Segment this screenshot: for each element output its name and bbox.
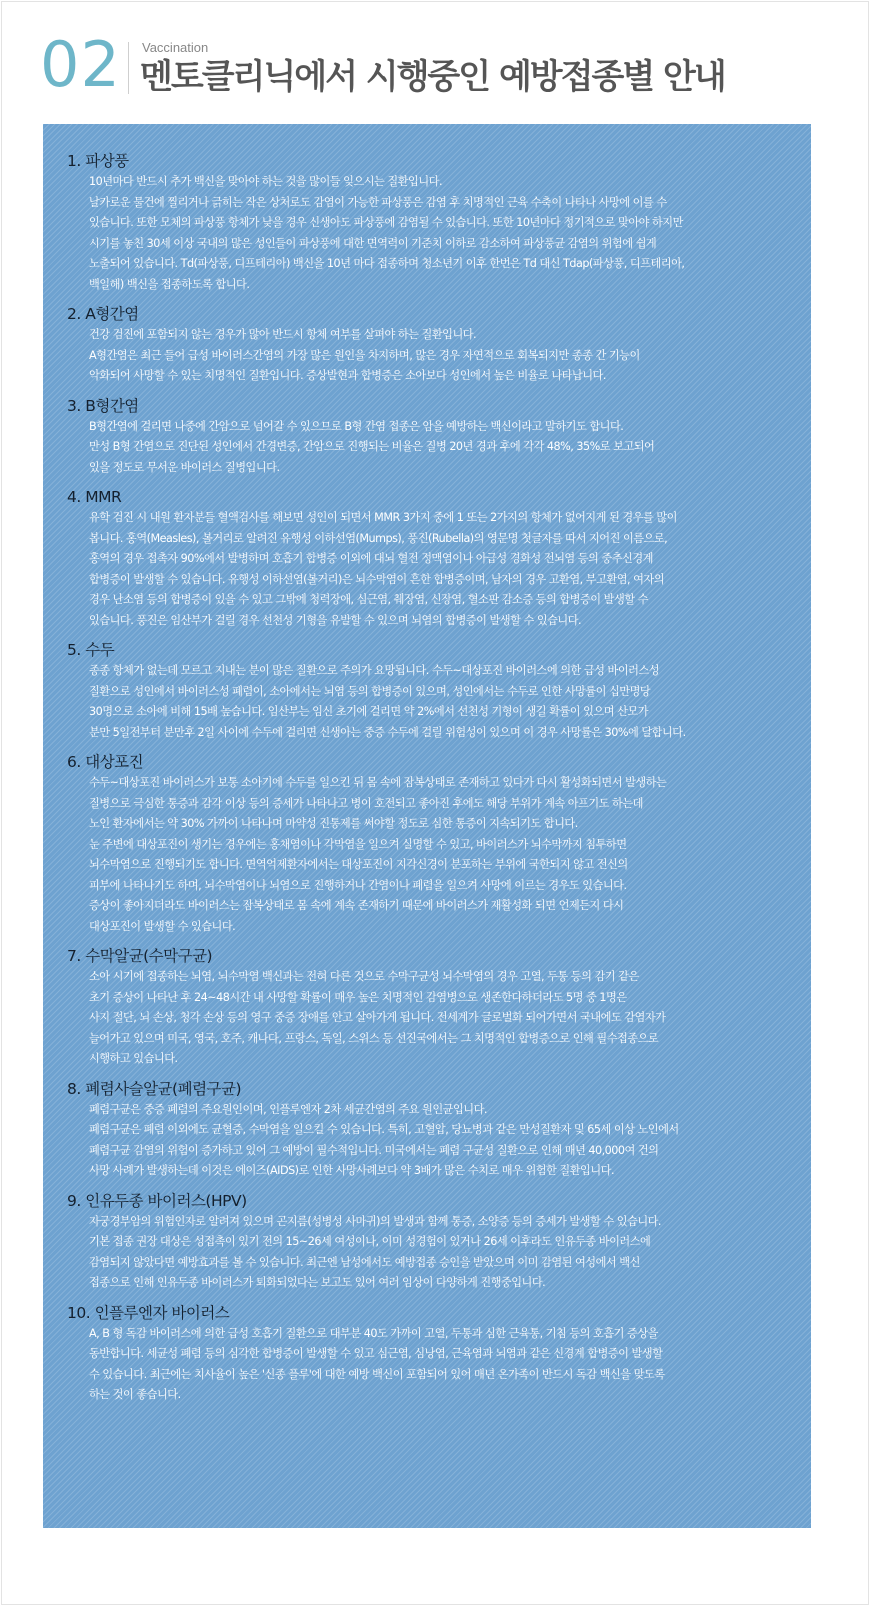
body-text-line: 동반합니다. 세균성 폐렴 등의 심각한 합병증이 발생할 수 있고 심근염, 심낭염, 근육염과 뇌염과 같은 신경계 합병증이 발생할 — [89, 1347, 663, 1360]
header-divider — [128, 42, 129, 94]
body-text-line: 분만 5일전부터 분만후 2일 사이에 수두에 걸리면 신생아는 중증 수두에 걸릴 위험성이 있으며 이 경우 사망률은 30%에 달합니다. — [89, 725, 686, 739]
section-number: 02 — [40, 28, 121, 101]
vaccine-section — [67, 639, 795, 743]
vaccine-section — [67, 395, 795, 479]
body-text-line: 시행하고 있습니다. — [89, 1052, 178, 1065]
vaccine-section-title: 5. 수두 — [67, 641, 115, 659]
vaccine-section-title: 6. 대상포진 — [67, 753, 144, 771]
body-text-line: 악화되어 사망할 수 있는 치명적인 질환입니다. 증상발현과 합병증은 소아보다 성인에서 높은 비율로 나타납니다. — [89, 369, 606, 382]
vaccine-section — [67, 945, 795, 1070]
body-text-line: 봅니다. 홍역(Measles), 볼거리로 알려진 유행성 이하선염(Mumps), 풍진(Rubella)의 영문명 첫글자를 따서 지어진 이름으로, — [89, 531, 668, 545]
body-text-line: 눈 주변에 대상포진이 생기는 경우에는 홍채염이나 각막염을 일으켜 실명할 수 있고, 바이러스가 뇌수막까지 침투하면 — [89, 837, 627, 851]
body-text-line: 자궁경부암의 위험인자로 알려져 있으며 곤지름(성병성 사마귀)의 발생과 함께 통증, 소양증 등의 증세가 발생할 수 있습니다. — [89, 1214, 661, 1228]
body-text-line: 유학 검진 시 내원 환자분들 혈액검사를 해보면 성인이 되면서 MMR 3가지 중에 1 또는 2가지의 항체가 없어지게 된 경우를 많이 — [89, 511, 677, 524]
body-text-line: 초기 증상이 나타난 후 24~48시간 내 사망할 확률이 매우 높은 치명적인 감염병으로 생존한다하더라도 5명 중 1명은 — [89, 990, 627, 1004]
body-text-line: 질환으로 성인에서 바이러스성 폐렴이, 소아에서는 뇌염 등의 합병증이 있으며, 성인에서는 수두로 인한 사망률이 십만명당 — [89, 684, 651, 698]
vaccine-section — [67, 1302, 795, 1406]
vaccine-section-body — [67, 661, 795, 743]
body-text-line: 기본 접종 권장 대상은 성접촉이 있기 전의 15~26세 여성이나, 이미 성경험이 있거나 26세 이후라도 인유두종 바이러스에 — [89, 1235, 651, 1248]
vaccine-section-title: 8. 폐렴사슬알균(폐렴구균) — [67, 1079, 242, 1098]
vaccine-section-title: 2. A형간염 — [67, 305, 139, 323]
vaccine-section — [67, 1078, 795, 1182]
vaccine-section-title: 10. 인플루엔자 바이러스 — [67, 1303, 230, 1322]
body-text-line: 10년마다 반드시 추가 백신을 맞아야 하는 것을 많이들 잊으시는 질환입니다. — [89, 175, 443, 188]
body-text-line: 날카로운 물건에 찔리거나 긁히는 작은 상처로도 감염이 가능한 파상풍은 감염 후 치명적인 근육 수축이 나타나 사망에 이를 수 — [89, 195, 667, 209]
body-text-line: 감염되지 않았다면 예방효과를 볼 수 있습니다. 최근엔 남성에서도 예방접종 승인을 받았으며 이미 감염된 여성에서 백신 — [89, 1255, 640, 1269]
vaccine-section-body — [67, 172, 795, 295]
body-text-line: 백일해) 백신을 접종하도록 합니다. — [89, 277, 250, 291]
vaccine-section-body — [67, 508, 795, 631]
vaccine-section-body — [67, 773, 795, 937]
body-text-line: 만성 B형 간염으로 진단된 성인에서 간경변증, 간암으로 진행되는 비율은 질병 20년 경과 후에 각각 48%, 35%로 보고되어 — [89, 440, 655, 453]
body-text-line: 피부에 나타나기도 하며, 뇌수막염이나 뇌염으로 진행하거나 간염이나 폐렴을 일으켜 사망에 이르는 경우도 있습니다. — [89, 878, 627, 892]
body-text-line: 소아 시기에 접종하는 뇌염, 뇌수막염 백신과는 전혀 다른 것으로 수막구균성 뇌수막염의 경우 고열, 두통 등의 감기 같은 — [89, 970, 639, 983]
vaccine-section-body — [67, 1324, 795, 1406]
vaccine-section-title: 1. 파상풍 — [67, 152, 129, 170]
body-text-line: 질병으로 극심한 통증과 감각 이상 등의 증세가 나타나고 병이 호전되고 좋아진 후에도 해당 부위가 계속 아프기도 하는데 — [89, 796, 643, 810]
body-text-line: 수두~대상포진 바이러스가 보통 소아기에 수두를 일으킨 뒤 몸 속에 잠복상태로 존재하고 있다가 다시 활성화되면서 발생하는 — [89, 776, 667, 789]
body-text-line: A, B 형 독감 바이러스에 의한 급성 호흡기 질환으로 대부분 40도 가까이 고열, 두통과 심한 근육통, 기침 등의 호흡기 증상을 — [89, 1326, 658, 1340]
body-text-line: 노출되어 있습니다. Td(파상풍, 디프테리아) 백신을 10년 마다 접종하며 청소년기 이후 한번은 Td 대신 Tdap(파상풍, 디프테리아, — [89, 257, 685, 270]
vaccine-section-title: 7. 수막알균(수막구균) — [67, 947, 213, 965]
body-text-line: 대상포진이 발생할 수 있습니다. — [89, 919, 236, 933]
vaccine-section-title: 3. B형간염 — [67, 396, 139, 415]
vaccine-section — [67, 751, 795, 937]
body-text-line: 경우 난소염 등의 합병증이 있을 수 있고 그밖에 청력장애, 심근염, 췌장염, 신장염, 혈소판 감소증 등의 합병증이 발생할 수 — [89, 593, 648, 606]
vaccine-info-panel — [43, 124, 811, 1528]
body-text-line: 노인 환자에서는 약 30% 가까이 나타나며 마약성 진통제를 써야할 정도로 심한 통증이 지속되기도 합니다. — [89, 817, 578, 830]
vaccine-section — [67, 150, 795, 295]
vaccine-section-body — [67, 1100, 795, 1182]
body-text-line: 홍역의 경우 접촉자 90%에서 발병하며 호흡기 합병증 이외에 대뇌 혈전 정맥염이나 아급성 경화성 전뇌염 등의 중추신경계 — [89, 552, 653, 565]
body-text-line: 합병증이 발생할 수 있습니다. 유행성 이하선염(볼거리)은 뇌수막염이 흔한 합병증이며, 남자의 경우 고환염, 부고환염, 여자의 — [89, 572, 665, 586]
body-text-line: 있을 정도로 무서운 바이러스 질병입니다. — [89, 460, 280, 474]
vaccine-section-title: 9. 인유두종 바이러스(HPV) — [67, 1191, 247, 1210]
vaccine-section — [67, 1190, 795, 1294]
body-text-line: 있습니다. 또한 모체의 파상풍 항체가 낮을 경우 신생아도 파상풍에 감염될 수 있습니다. 또한 10년마다 정기적으로 맞아야 하지만 — [89, 216, 683, 229]
body-text-line: 늘어가고 있으며 미국, 영국, 호주, 캐나다, 프랑스, 독일, 스위스 등 선진국에서는 그 치명적인 합병증으로 인해 필수접종으로 — [89, 1031, 659, 1045]
vaccine-section-body — [67, 967, 795, 1070]
body-text-line: 사지 절단, 뇌 손상, 청각 손상 등의 영구 중증 장애를 안고 살아가게 됩니다. 전세계가 글로벌화 되어가면서 국내에도 감염자가 — [89, 1011, 666, 1024]
body-text-line: 증상이 좋아지더라도 바이러스는 잠복상태로 몸 속에 계속 존재하기 때문에 바이러스가 재활성화 되면 언제든지 다시 — [89, 899, 624, 912]
body-text-line: 건강 검진에 포함되지 않는 경우가 많아 반드시 항체 여부를 살펴야 하는 질환입니다. — [89, 328, 477, 341]
page-header — [40, 26, 840, 106]
vaccine-section-title: 4. MMR — [67, 488, 122, 506]
vaccine-section — [67, 486, 795, 631]
body-text-line: 폐렴구균은 중증 폐렴의 주요원인이며, 인플루엔자 2차 세균간염의 주요 원인균입니다. — [89, 1102, 487, 1116]
header-subtitle: Vaccination — [142, 40, 209, 55]
vaccine-section-body — [67, 417, 795, 479]
body-text-line: 폐렴구균 감염의 위험이 증가하고 있어 그 예방이 필수적입니다. 미국에서는 폐렴 구균성 질환으로 인해 매년 40,000여 건의 — [89, 1143, 659, 1157]
body-text-line: B형간염에 걸리면 나중에 간암으로 넘어갈 수 있으므로 B형 간염 접종은 암을 예방하는 백신이라고 말하기도 합니다. — [89, 419, 624, 433]
body-text-line: 뇌수막염으로 진행되기도 합니다. 면역억제환자에서는 대상포진이 지각신경이 분포하는 부위에 국한되지 않고 전신의 — [89, 858, 628, 871]
body-text-line: 30명으로 소아에 비해 15배 높습니다. 임산부는 임신 초기에 걸리면 약 2%에서 선천성 기형이 생길 확률이 있으며 산모가 — [89, 705, 648, 718]
body-text-line: 수 있습니다. 최근에는 치사율이 높은 '신종 플루'에 대한 예방 백신이 포함되어 있어 매년 온가족이 반드시 독감 백신을 맞도록 — [89, 1367, 665, 1381]
body-text-line: 사망 사례가 발생하는데 이것은 에이즈(AIDS)로 인한 사망사례보다 약 3배가 많은 수치로 매우 위험한 질환입니다. — [89, 1164, 615, 1177]
vaccine-section-body — [67, 325, 795, 387]
body-text-line: 접종으로 인해 인유두종 바이러스가 퇴화되었다는 보고도 있어 여러 임상이 다양하게 진행중입니다. — [89, 1276, 546, 1289]
page — [1, 1, 869, 1605]
vaccine-section — [67, 303, 795, 387]
vaccine-section-body — [67, 1212, 795, 1294]
body-text-line: 시기를 놓친 30세 이상 국내의 많은 성인들이 파상풍에 대한 면역력이 기준치 이하로 감소하여 파상풍균 감염의 위험에 쉽게 — [89, 236, 657, 250]
body-text-line: A형간염은 최근 들어 급성 바이러스간염의 가장 많은 원인을 차지하며, 많은 경우 자연적으로 회복되지만 종종 간 기능이 — [89, 348, 640, 362]
page-title: 멘토클리닉에서 시행중인 예방접종별 안내 — [140, 57, 725, 97]
body-text-line: 있습니다. 풍진은 임산부가 걸릴 경우 선천성 기형을 유발할 수 있으며 뇌염의 합병증이 발생할 수 있습니다. — [89, 613, 582, 627]
body-text-line: 종종 항체가 없는데 모르고 지내는 분이 많은 질환으로 주의가 요망됩니다. 수두~대상포진 바이러스에 의한 급성 바이러스성 — [89, 664, 660, 677]
body-text-line: 폐렴구균은 폐렴 이외에도 균혈증, 수막염을 일으킬 수 있습니다. 특히, 고혈압, 당뇨병과 같은 만성질환자 및 65세 이상 노인에서 — [89, 1123, 679, 1136]
body-text-line: 하는 것이 좋습니다. — [89, 1388, 181, 1401]
